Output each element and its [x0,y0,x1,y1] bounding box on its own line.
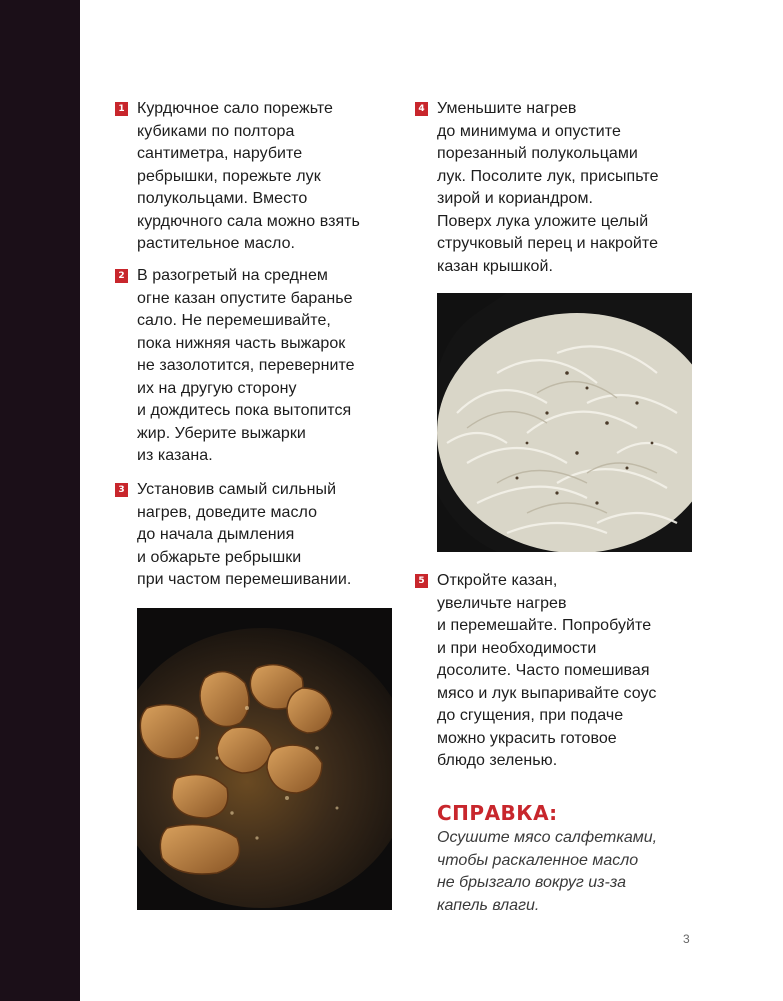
fried-ribs-photo [137,608,392,910]
step-text-line: можно украсить готовое [437,729,617,747]
note-body [437,827,657,917]
step-text-line: жир. Уберите выжарки [137,424,306,442]
note-text-line: чтобы раскаленное масло [437,851,639,869]
step-text-line: В разогретый на среднем [137,267,328,284]
fried-ribs-illustration [137,608,392,910]
step-text-line: до начала дымления [137,526,295,543]
onions-photo [437,293,692,552]
note-title: СПРАВКА: [437,801,558,825]
step-text-line: Откройте казан, [437,572,558,589]
step-text-line: казан крышкой. [437,257,553,275]
note-text-line: не брызгало вокруг из-за [437,874,627,891]
step-text-line: Установив самый сильный [137,481,337,498]
step-text-line: ребрышки, порежьте лук [137,167,321,185]
step-text-line: кубиками по полтора [137,122,295,140]
step-text-line: зирой и кориандром. [437,190,594,207]
step-text-line: сало. Не перемешивайте, [137,312,331,329]
step-number-badge: 4 [415,102,428,116]
step-text-line: увеличьте нагрев [437,594,567,612]
step-text-line: не зазолотится, переверните [137,357,355,374]
step-text-line: порезанный полукольцами [437,145,638,162]
step-text-line: Курдючное сало порежьте [137,100,333,117]
step-text-line: блюдо зеленью. [437,752,558,769]
step-text-line: сантиметра, нарубите [137,145,303,162]
page-number: 3 [683,932,690,946]
step-text-line: курдючного сала можно взять [137,212,360,230]
note-text-line: Осушите мясо салфетками, [437,829,658,846]
step-text-line: лук. Посолите лук, присыпьте [437,167,659,185]
step-text-line: и обжарьте ребрышки [137,548,302,566]
step-text-line: досолите. Часто помешивая [437,662,650,679]
step-number-badge: 1 [115,102,128,116]
step-text-line: Уменьшите нагрев [437,100,577,117]
page-spine [0,0,80,1001]
step-text-line: пока нижняя часть выжарок [137,334,346,352]
step-text-line: и при необходимости [437,639,597,657]
step-text-line: и перемешайте. Попробуйте [437,617,652,634]
step-text-line: из казана. [137,447,213,464]
onions-illustration [437,293,692,552]
step-text-line: растительное масло. [137,235,296,252]
step-text-line: до минимума и опустите [437,122,621,140]
step-text-line: и дождитесь пока вытопится [137,402,352,419]
step-text-line: полукольцами. Вместо [137,190,308,207]
step-text-line: огне казан опустите баранье [137,289,353,307]
step-text-line: до сгущения, при подаче [437,707,624,724]
step-text-line: мясо и лук выпаривайте соус [437,684,657,702]
step-text-line: Поверх лука уложите целый [437,212,649,230]
step-number-badge: 2 [115,269,128,283]
step-number-badge: 3 [115,483,128,497]
step-text-line: их на другую сторону [137,379,297,397]
step-text-line: стручковый перец и накройте [437,235,659,252]
step-text-line: при частом перемешивании. [137,571,352,588]
note-text-line: капель влаги. [437,896,540,914]
step-number-badge: 5 [415,574,428,588]
step-text-line: нагрев, доведите масло [137,503,318,521]
